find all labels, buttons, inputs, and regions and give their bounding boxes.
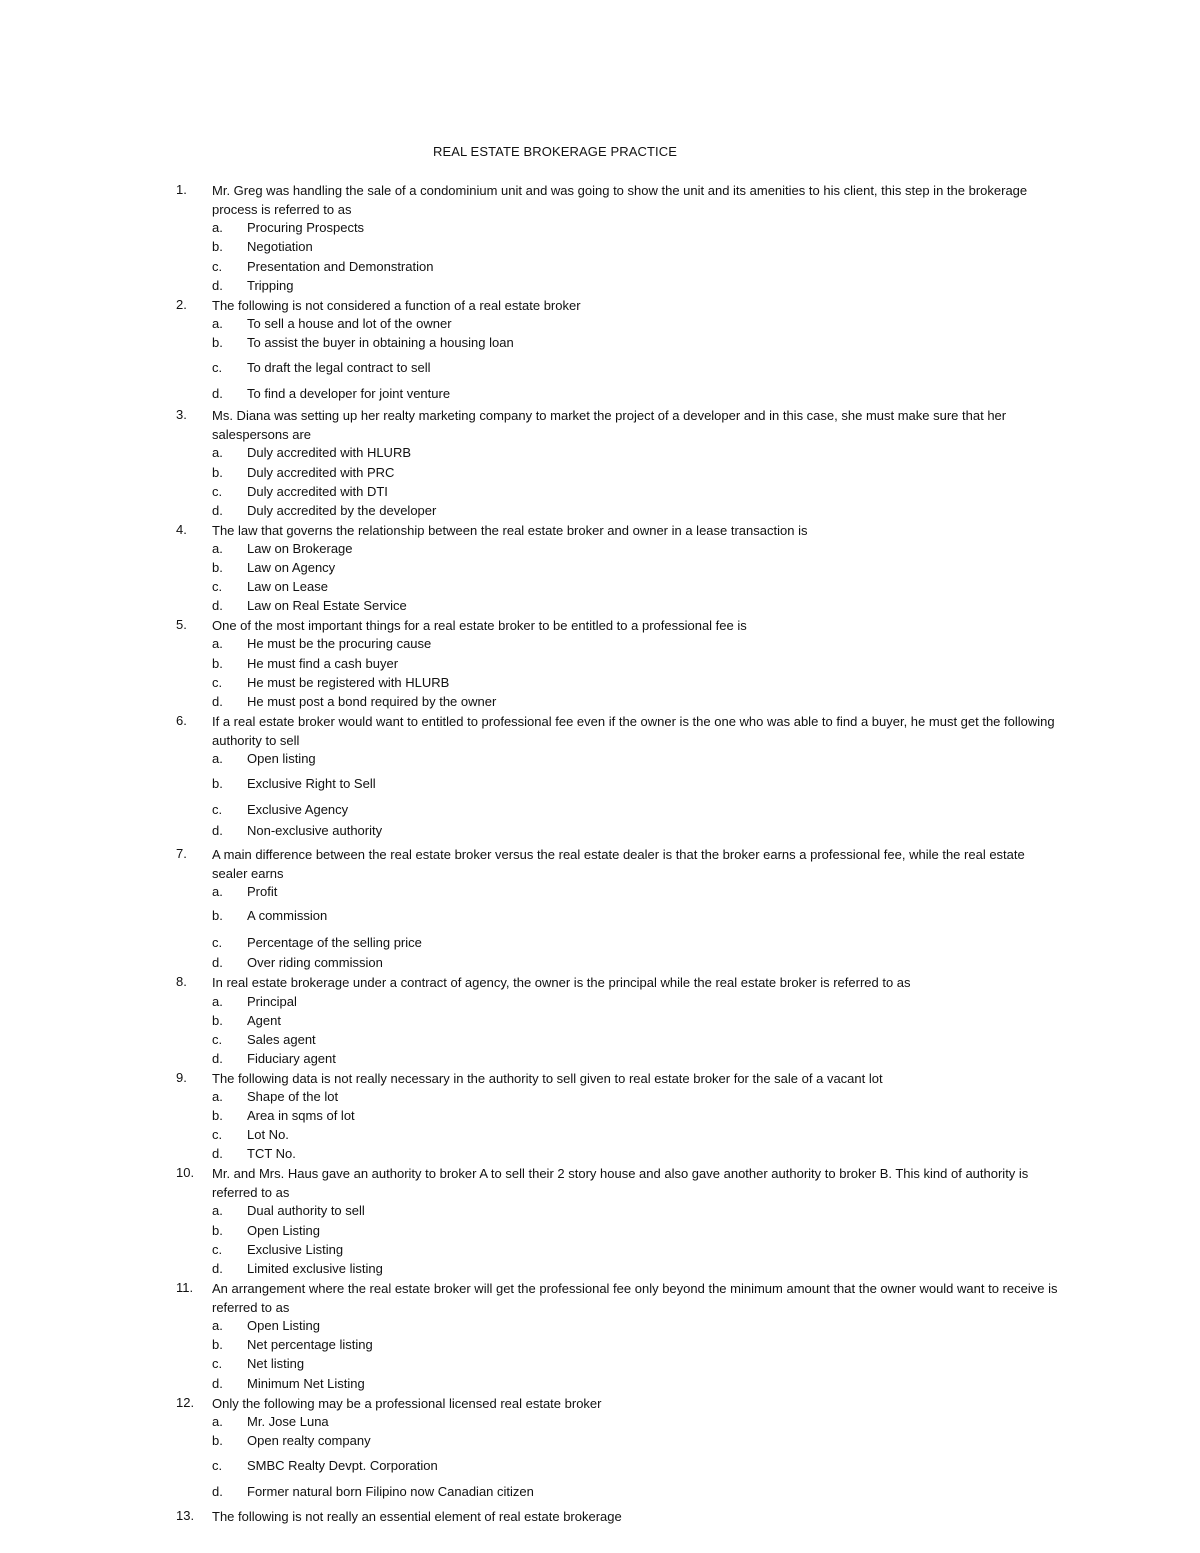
option-text: Net percentage listing (247, 1337, 373, 1352)
option-text: Open Listing (247, 1318, 320, 1333)
question-text: Ms. Diana was setting up her realty marketing company to market the project of a developer and in this case, she must make sure that her salespersons are (212, 408, 1007, 442)
option-text: Duly accredited by the developer (247, 503, 437, 518)
question-text: In real estate brokerage under a contract of agency, the owner is the principal while the real estate broker is referred to as (212, 975, 911, 990)
option-letter: a. (212, 636, 223, 651)
question-number: 9. (176, 1070, 187, 1085)
question-text: The law that governs the relationship between the real estate broker and owner in a lease transaction is (212, 523, 808, 538)
option-text: Minimum Net Listing (247, 1376, 365, 1391)
option-text: Net listing (247, 1356, 305, 1371)
option-letter: b. (212, 908, 223, 923)
option-text: To sell a house and lot of the owner (247, 316, 452, 331)
option-letter: d. (212, 386, 223, 401)
option-text: Principal (247, 994, 297, 1009)
option-text: He must find a cash buyer (247, 656, 399, 671)
question-text: Only the following may be a professional licensed real estate broker (212, 1396, 602, 1411)
option-text: Law on Real Estate Service (247, 598, 407, 613)
question-number: 8. (176, 974, 187, 989)
option-text: He must post a bond required by the owner (247, 694, 497, 709)
option-text: Law on Agency (247, 560, 336, 575)
option-text: Lot No. (247, 1127, 289, 1142)
option-letter: c. (212, 675, 223, 690)
option-letter: c. (212, 1356, 223, 1371)
question-text: An arrangement where the real estate broker will get the professional fee only beyond the minimum amount that the owner would want to receive is referred to as (212, 1281, 1058, 1315)
question-number: 2. (176, 297, 187, 312)
option-letter: a. (212, 1414, 223, 1429)
question-number: 12. (176, 1395, 195, 1410)
option-letter: c. (212, 1032, 223, 1047)
option-letter: c. (212, 1242, 223, 1257)
option-letter: a. (212, 1203, 223, 1218)
option-letter: b. (212, 1013, 223, 1028)
option-text: He must be registered with HLURB (247, 675, 450, 690)
option-letter: a. (212, 220, 223, 235)
option-text: Law on Lease (247, 579, 328, 594)
option-letter: c. (212, 1458, 223, 1473)
question-text: The following is not really an essential element of real estate brokerage (212, 1509, 622, 1524)
question-number: 11. (176, 1280, 194, 1295)
option-letter: a. (212, 994, 223, 1009)
question-text: Mr. and Mrs. Haus gave an authority to broker A to sell their 2 story house and also gave another authority to broker B. This kind of authority is referred to as (212, 1166, 1029, 1200)
option-text: Exclusive Right to Sell (247, 776, 376, 791)
question-number: 5. (176, 617, 187, 632)
option-letter: d. (212, 694, 223, 709)
option-text: Limited exclusive listing (247, 1261, 383, 1276)
option-text: Mr. Jose Luna (247, 1414, 329, 1429)
question-number: 1. (176, 182, 187, 197)
question-text: If a real estate broker would want to entitled to professional fee even if the owner is the one who was able to find a buyer, he must get the following authority to sell (212, 714, 1055, 748)
option-letter: d. (212, 1484, 223, 1499)
option-text: A commission (247, 908, 328, 923)
option-text: Duly accredited with DTI (247, 484, 388, 499)
page-title: REAL ESTATE BROKERAGE PRACTICE (432, 144, 678, 159)
option-text: TCT No. (247, 1146, 296, 1161)
option-letter: d. (212, 955, 223, 970)
option-text: Sales agent (247, 1032, 316, 1047)
option-text: Negotiation (247, 239, 313, 254)
question-number: 3. (176, 407, 187, 422)
option-letter: b. (212, 560, 223, 575)
question-text: One of the most important things for a real estate broker to be entitled to a professional fee is (212, 618, 747, 633)
option-letter: c. (212, 1127, 223, 1142)
option-text: To draft the legal contract to sell (247, 360, 431, 375)
option-text: Over riding commission (247, 955, 383, 970)
option-letter: c. (212, 360, 223, 375)
option-letter: b. (212, 776, 223, 791)
option-letter: c. (212, 802, 223, 817)
option-text: Profit (247, 884, 278, 899)
option-text: Procuring Prospects (247, 220, 365, 235)
option-text: Fiduciary agent (247, 1051, 336, 1066)
option-letter: d. (212, 598, 223, 613)
option-letter: d. (212, 1261, 223, 1276)
question-number: 4. (176, 522, 187, 537)
option-letter: b. (212, 1108, 223, 1123)
option-text: Non-exclusive authority (247, 823, 383, 838)
option-text: He must be the procuring cause (247, 636, 432, 651)
option-letter: c. (212, 259, 223, 274)
option-text: Percentage of the selling price (247, 935, 422, 950)
option-letter: b. (212, 1223, 223, 1238)
option-letter: b. (212, 239, 223, 254)
option-text: Dual authority to sell (247, 1203, 365, 1218)
question-number: 13. (176, 1508, 195, 1523)
option-text: Exclusive Agency (247, 802, 349, 817)
option-text: Agent (247, 1013, 281, 1028)
option-letter: a. (212, 541, 223, 556)
option-letter: c. (212, 579, 223, 594)
option-letter: b. (212, 656, 223, 671)
option-letter: d. (212, 1376, 223, 1391)
option-letter: d. (212, 1146, 223, 1161)
option-text: Duly accredited with PRC (247, 465, 395, 480)
option-letter: a. (212, 445, 223, 460)
question-text: A main difference between the real estate broker versus the real estate dealer is that the broker earns a professional fee, while the real estate sealer earns (212, 847, 1025, 881)
option-letter: b. (212, 335, 223, 350)
option-letter: d. (212, 1051, 223, 1066)
option-text: Presentation and Demonstration (247, 259, 434, 274)
question-text: Mr. Greg was handling the sale of a condominium unit and was going to show the unit and its amenities to his client, this step in the brokerage process is referred to as (212, 183, 1028, 217)
option-letter: a. (212, 751, 223, 766)
option-text: Shape of the lot (247, 1089, 339, 1104)
option-text: Open realty company (247, 1433, 371, 1448)
option-text: SMBC Realty Devpt. Corporation (247, 1458, 438, 1473)
option-text: To assist the buyer in obtaining a housing loan (247, 335, 514, 350)
option-letter: b. (212, 1337, 223, 1352)
option-letter: d. (212, 823, 223, 838)
option-text: Tripping (247, 278, 294, 293)
option-text: Exclusive Listing (247, 1242, 344, 1257)
question-number: 6. (176, 713, 187, 728)
question-text: The following data is not really necessary in the authority to sell given to real estate broker for the sale of a vacant lot (212, 1071, 883, 1086)
option-letter: c. (212, 484, 223, 499)
option-letter: b. (212, 465, 223, 480)
option-text: Open listing (247, 751, 316, 766)
option-text: Area in sqms of lot (247, 1108, 355, 1123)
option-text: Duly accredited with HLURB (247, 445, 412, 460)
question-text: The following is not considered a function of a real estate broker (212, 298, 581, 313)
option-text: Law on Brokerage (247, 541, 353, 556)
option-letter: a. (212, 884, 223, 899)
option-text: Open Listing (247, 1223, 320, 1238)
question-number: 7. (176, 846, 187, 861)
option-letter: a. (212, 1318, 223, 1333)
option-text: Former natural born Filipino now Canadian citizen (247, 1484, 534, 1499)
option-letter: c. (212, 935, 223, 950)
option-letter: d. (212, 278, 223, 293)
option-letter: d. (212, 503, 223, 518)
option-letter: b. (212, 1433, 223, 1448)
option-letter: a. (212, 1089, 223, 1104)
option-text: To find a developer for joint venture (247, 386, 451, 401)
option-letter: a. (212, 316, 223, 331)
question-number: 10. (176, 1165, 195, 1180)
